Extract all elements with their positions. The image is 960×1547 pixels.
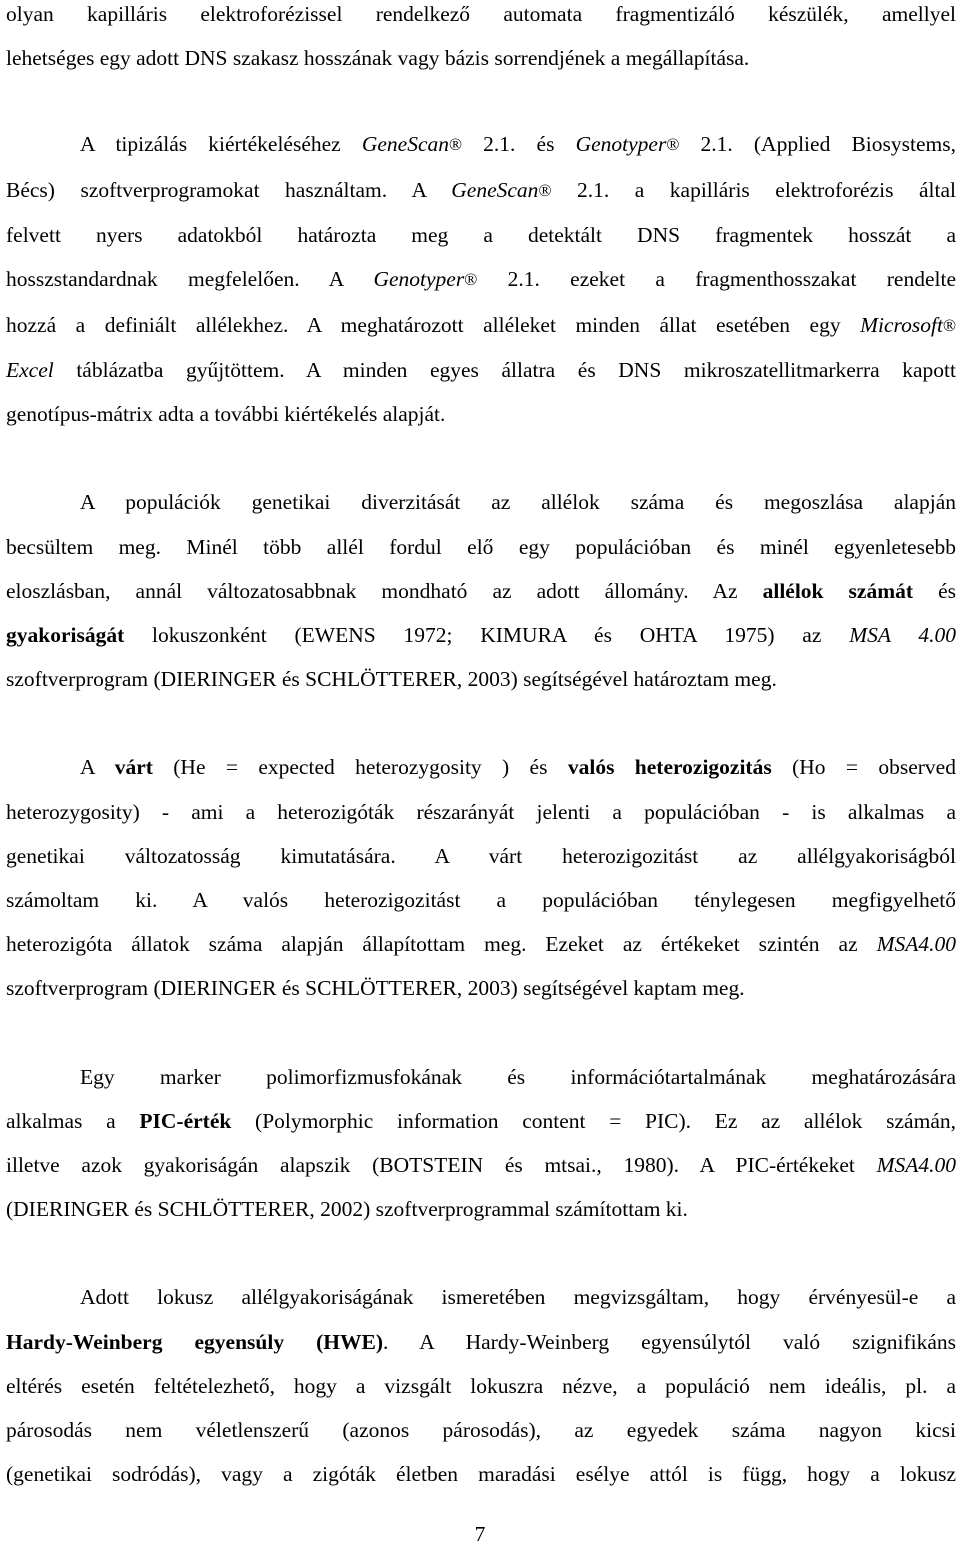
- text-line: genotípus-mátrix adta a további kiértékelés alapját.: [6, 402, 446, 427]
- software-name: MSA 4.00: [849, 623, 957, 647]
- registered-mark: ®: [942, 315, 956, 335]
- text-span: A: [80, 755, 115, 780]
- text-line: szoftverprogram (DIERINGER és SCHLÖTTERER, 2003) segítségével kaptam meg.: [6, 976, 745, 1001]
- text-line: párosodás nem véletlenszerű (azonos párosodás), az egyedek száma nagyon kicsi: [6, 1418, 956, 1443]
- text-line: [6, 569, 956, 613]
- text-line: szoftverprogram (DIERINGER és SCHLÖTTERER, 2003) segítségével határoztam meg.: [6, 667, 777, 692]
- text-span: . A Hardy-Weinberg egyensúlytól való szignifikáns: [383, 1329, 957, 1354]
- text-span: lokuszonként (EWENS 1972; KIMURA és OHTA 1975) az: [124, 623, 850, 647]
- text-line: [6, 257, 956, 302]
- text-span: alkalmas a: [6, 1108, 140, 1133]
- software-name: Microsoft: [860, 312, 943, 337]
- text-line: (genetikai sodródás), vagy a zigóták életben maradási esélye attól is függ, hogy a lokusz: [6, 1462, 956, 1487]
- software-name: GeneScan: [361, 132, 449, 157]
- text-line: becsültem meg. Minél több allél fordul elő egy populációban és minél egyenletesebb: [6, 534, 956, 559]
- text-span: (Polymorphic information content = PIC). Ez az allélok számán,: [231, 1108, 956, 1133]
- paragraph-intro-continuation: [6, 0, 956, 80]
- software-name: GeneScan: [451, 177, 539, 202]
- text-span: Bécs) szoftverprogramokat használtam. A: [6, 177, 452, 202]
- text-line: [6, 1099, 956, 1143]
- text-line: számoltam ki. A valós heterozigozitást a populációban ténylegesen megfigyelhető: [6, 888, 956, 913]
- bold-term: valós heterozigozitás: [567, 755, 772, 780]
- registered-mark: ®: [464, 270, 478, 290]
- text-line: [6, 303, 956, 348]
- software-name: Excel: [6, 357, 54, 382]
- document-page: [6, 0, 956, 1496]
- bold-term: allélok számát: [762, 578, 914, 603]
- text-span: (He = expected heterozygosity ) és: [152, 755, 568, 780]
- text-span: eloszlásban, annál változatosabbnak mondható az adott állomány. Az: [6, 578, 763, 603]
- text-line: genetikai változatosság kimutatására. A várt heterozigozitást az allélgyakoriságból: [6, 843, 956, 868]
- text-line: [6, 1143, 956, 1187]
- text-line: felvett nyers adatokból határozta meg a detektált DNS fragmentek hosszát a: [6, 223, 956, 248]
- paragraph-diversity: [6, 480, 956, 701]
- text-line: [6, 745, 956, 789]
- text-line: [6, 922, 956, 966]
- text-line: lehetséges egy adott DNS szakasz hosszának vagy bázis sorrendjének a megállapítása.: [6, 46, 750, 71]
- text-span: heterozigóta állatok száma alapján állapítottam meg. Ezeket az értékeket szintén az: [6, 932, 877, 957]
- registered-mark: ®: [538, 180, 552, 200]
- text-span: (Ho = observed: [771, 755, 956, 780]
- paragraph-genescan: [6, 122, 956, 436]
- text-span: 2.1. a kapilláris elektroforézis által: [551, 177, 956, 202]
- bold-term: PIC-érték: [139, 1108, 232, 1133]
- paragraph-heterozygosity: [6, 745, 956, 1010]
- bold-term: várt: [114, 755, 153, 780]
- text-line: [6, 1320, 956, 1364]
- registered-mark: ®: [449, 135, 463, 155]
- text-line: [6, 613, 956, 657]
- text-span: illetve azok gyakoriságán alapszik (BOTSTEIN és mtsai., 1980). A PIC-értékeket: [6, 1153, 877, 1178]
- text-span: és: [913, 578, 957, 603]
- text-span: táblázatba gyűjtöttem. A minden egyes állatra és DNS mikroszatellitmarkerra kapott: [53, 357, 956, 382]
- text-span: A tipizálás kiértékeléséhez: [80, 132, 362, 157]
- text-span: hosszstandardnak megfelelően. A: [6, 267, 374, 292]
- registered-mark: ®: [666, 135, 680, 155]
- software-name: MSA4.00: [876, 932, 956, 957]
- bold-term: gyakoriságát: [6, 623, 125, 647]
- text-line: (DIERINGER és SCHLÖTTERER, 2002) szoftverprogrammal számítottam ki.: [6, 1197, 688, 1222]
- text-span: 2.1. ezeket a fragmenthosszakat rendelte: [477, 267, 957, 292]
- text-span: 2.1. (Applied Biosystems,: [679, 132, 956, 157]
- text-line: eltérés esetén feltételezhető, hogy a vizsgált lokuszra nézve, a populáció nem ideális, pl. a: [6, 1373, 956, 1398]
- page-number: 7: [474, 1522, 486, 1546]
- text-line: Egy marker polimorfizmusfokának és információtartalmának meghatározására: [80, 1064, 956, 1089]
- text-line: heterozygosity) - ami a heterozigóták részarányát jelenti a populációban - is alkalmas a: [6, 799, 956, 824]
- text-line: [6, 348, 956, 392]
- text-line: A populációk genetikai diverzitását az allélok száma és megoszlása alapján: [80, 490, 956, 515]
- text-line: [6, 122, 956, 167]
- text-line: [6, 168, 956, 213]
- text-span: 2.1. és: [462, 132, 576, 157]
- paragraph-hwe: [6, 1275, 956, 1496]
- text-line: Adott lokusz allélgyakoriságának ismeretében megvizsgáltam, hogy érvényesül-e a: [80, 1285, 956, 1310]
- software-name: Genotyper: [373, 267, 465, 292]
- text-span: hozzá a definiált allélekhez. A meghatározott alléleket minden állat esetében egy: [6, 312, 861, 337]
- bold-term: Hardy-Weinberg egyensúly (HWE): [6, 1329, 383, 1354]
- paragraph-pic: [6, 1055, 956, 1232]
- text-line: olyan kapilláris elektroforézissel rendelkező automata fragmentizáló készülék, amellyel: [6, 2, 956, 26]
- software-name: MSA4.00: [876, 1153, 956, 1178]
- software-name: Genotyper: [575, 132, 667, 157]
